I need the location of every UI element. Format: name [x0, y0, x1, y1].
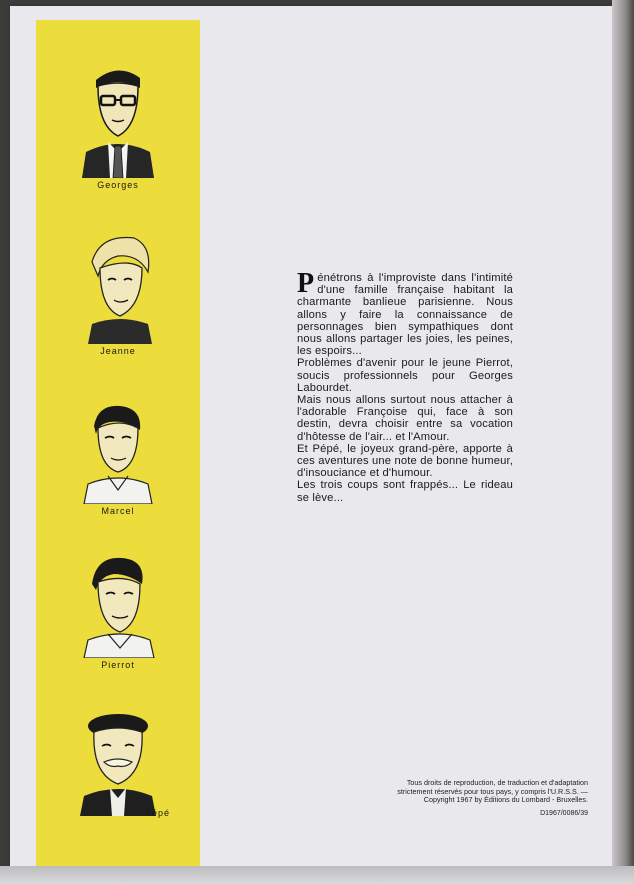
copyright-text: Tous droits de reproduction, de traduction et d'adaptation strictement réservés pour tous pays, y compris l'U.R.S.S. — Copyright 1967 by Éditions du Lombard - Bruxelles.: [397, 778, 588, 805]
portrait-young-man-icon: [78, 554, 158, 658]
character-jeanne: [36, 232, 200, 356]
character-name: Marcel: [101, 506, 135, 516]
character-name: Pierrot: [101, 660, 135, 670]
character-name: Pépé: [144, 808, 170, 818]
character-pepe: [36, 712, 200, 818]
page-edge: [612, 0, 634, 884]
intro-paragraph: Mais nous allons surtout nous attacher à l'adorable Françoise qui, face à son destin, devra choisir entre sa vocation d'hôtesse de l'air... et l'Amour.: [297, 394, 513, 443]
bottom-edge: [0, 866, 634, 884]
character-marcel: [36, 400, 200, 516]
intro-text: [297, 268, 513, 504]
character-pierrot: [36, 554, 200, 670]
copyright-notice: [380, 779, 588, 818]
intro-paragraph: Et Pépé, le joyeux grand-père, apporte à ces aventures une note de bonne humeur, d'insouciance et d'humour.: [297, 442, 513, 480]
character-name: Georges: [97, 180, 139, 190]
character-georges: [36, 60, 200, 190]
intro-paragraph: Pénétrons à l'improviste dans l'intimité d'une famille française habitant la charmante banlieue parisienne. Nous allons y faire la connaissance de personnages bien sympathiques dont nous allons partager les joies, les peines, les espoirs...: [297, 268, 513, 358]
intro-paragraph: Problèmes d'avenir pour le jeune Pierrot, soucis professionnels pour Georges Labourdet.: [297, 357, 513, 394]
depot-legal-code: D1967/0086/39: [540, 809, 588, 817]
intro-paragraph: Les trois coups sont frappés... Le rideau se lève...: [297, 479, 513, 504]
portrait-woman-icon: [78, 232, 158, 344]
portrait-boy-icon: [78, 400, 158, 504]
portrait-old-man-beret-icon: [70, 712, 166, 816]
portrait-glasses-man-icon: [78, 60, 158, 178]
dropcap-letter: P: [297, 268, 315, 299]
character-name: Jeanne: [100, 346, 136, 356]
